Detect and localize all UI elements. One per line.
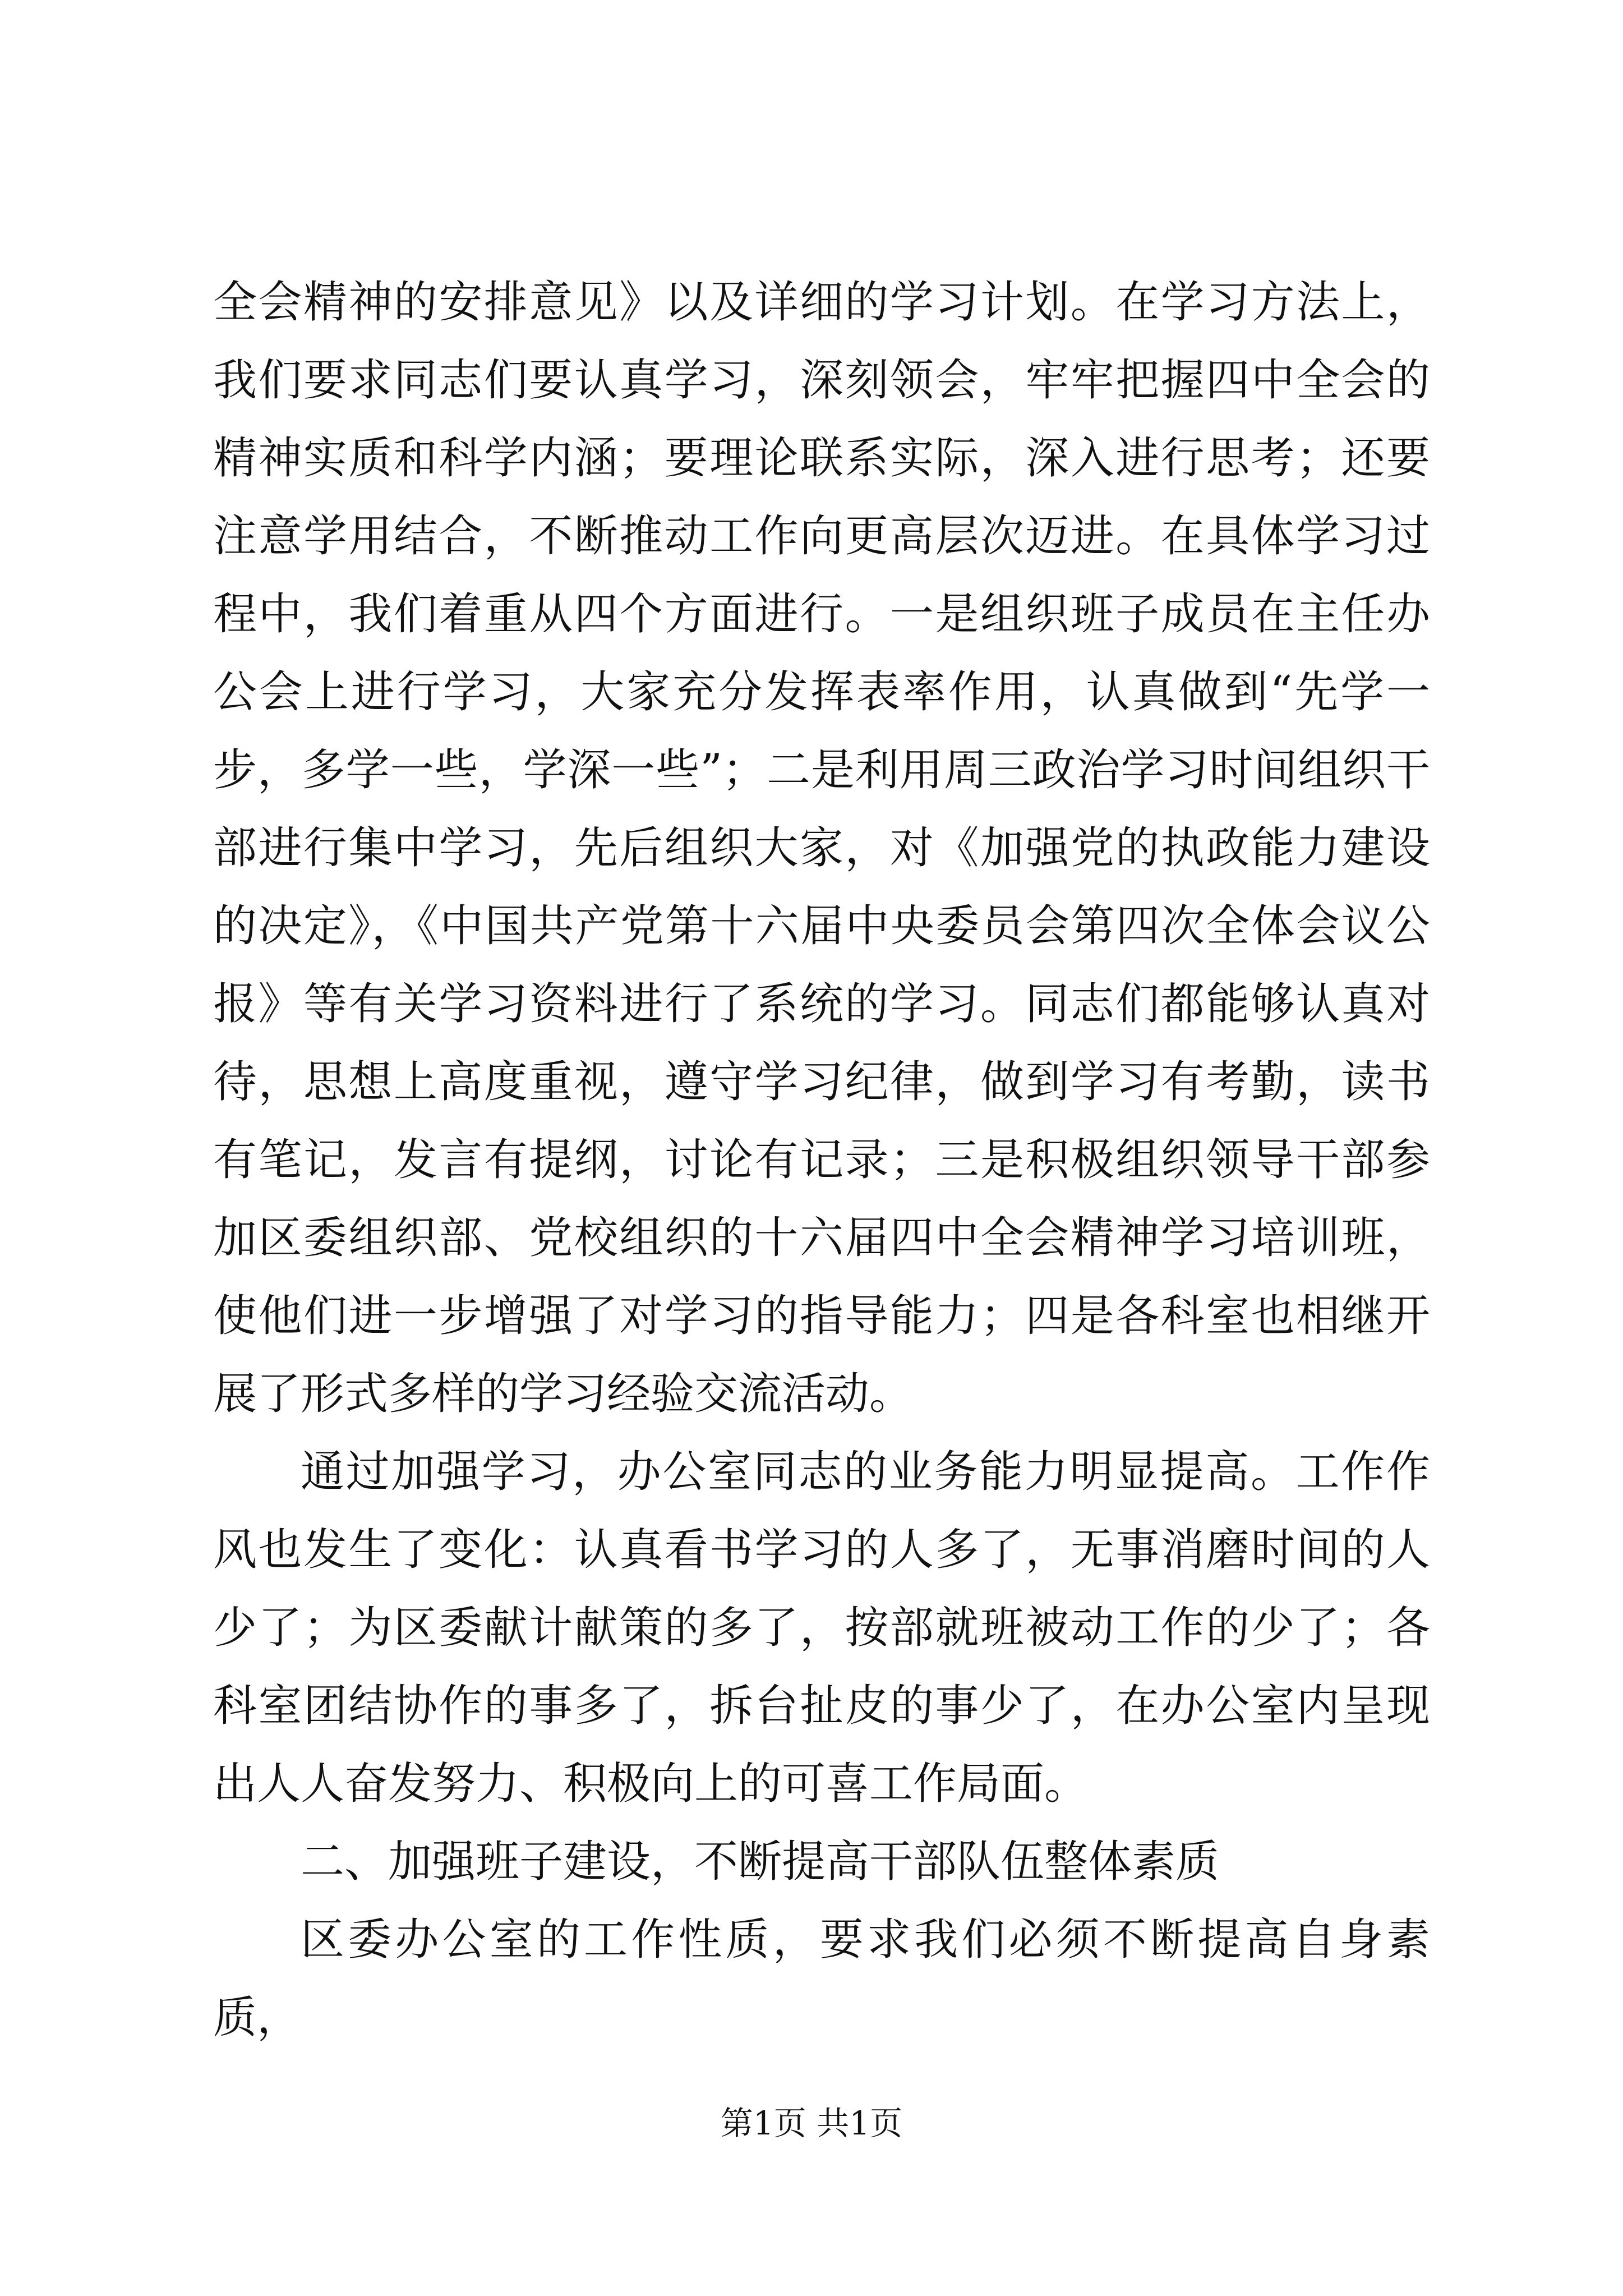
page-footer: 第1页 共1页	[720, 2104, 903, 2142]
paragraph-study-results: 通过加强学习，办公室同志的业务能力明显提高。工作作风也发生了变化：认真看书学习的人多了，无事消磨时间的人少了；为区委献计献策的多了，按部就班被动工作的少了；各科室团结协作的事多了，拆台扯皮的事少了，在办公室内呈现出人人奋发努力、积极向上的可喜工作局面。	[213, 1447, 1430, 1809]
paragraph-office-quality: 区委办公室的工作性质，要求我们必须不断提高自身素质，	[213, 1915, 1430, 2043]
document-body	[213, 264, 1430, 2057]
paragraph-continuation: 全会精神的安排意见》以及详细的学习计划。在学习方法上，我们要求同志们要认真学习，深刻领会，牢牢把握四中全会的精神实质和科学内涵；要理论联系实际，深入进行思考；还要注意学用结合，不断推动工作向更高层次迈进。在具体学习过程中，我们着重从四个方面进行。一是组织班子成员在主任办公会上进行学习，大家充分发挥表率作用，认真做到“先学一步，多学一些，学深一些”；二是利用周三政治学习时间组织干部进行集中学习，先后组织大家，对《加强党的执政能力建设的决定》，《中国共产党第十六届中央委员会第四次全体会议公报》等有关学习资料进行了系统的学习。同志们都能够认真对待，思想上高度重视，遵守学习纪律，做到学习有考勤，读书有笔记，发言有提纲，讨论有记录；三是积极组织领导干部参加区委组织部、党校组织的十六届四中全会精神学习培训班，使他们进一步增强了对学习的指导能力；四是各科室也相继开展了形式多样的学习经验交流活动。	[213, 277, 1430, 1419]
section-heading: 二、加强班子建设，不断提高干部队伍整体素质	[301, 1837, 1220, 1887]
